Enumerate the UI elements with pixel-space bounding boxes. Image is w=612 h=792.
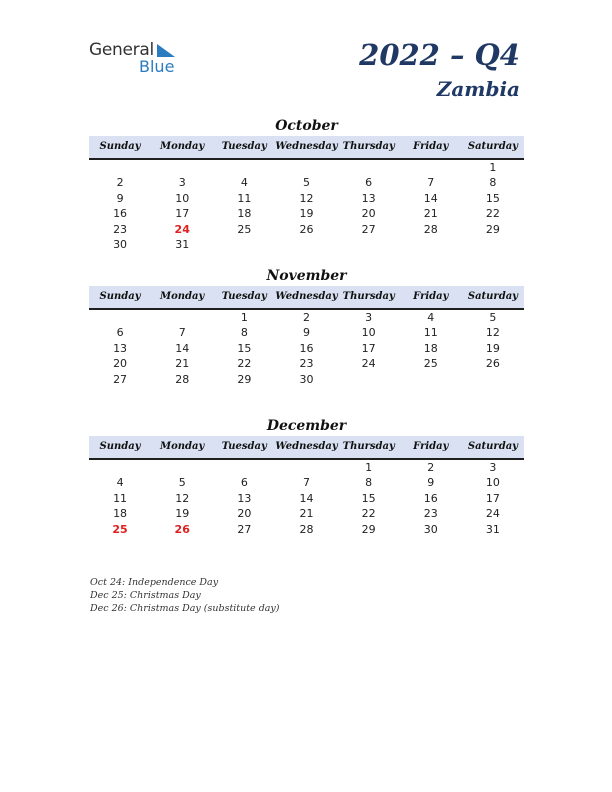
weekday-header [89,136,524,160]
day-cell [89,160,151,175]
day-cell [151,460,213,475]
weekday-label: Monday [160,141,205,152]
weekday-label: Thursday [342,141,395,152]
day-cell: 30 [423,522,438,536]
day-cell: 17 [361,341,376,355]
day-cell: 2 [116,176,124,190]
day-cell: 21 [299,507,314,521]
week-row [89,325,524,340]
week-row [89,356,524,371]
month-october [89,116,524,252]
day-cell [213,237,275,252]
month-november [89,266,524,387]
day-cell: 7 [178,326,186,340]
week-row [89,522,524,537]
day-cell: 12 [299,191,314,205]
holiday-notes [90,576,280,615]
week-row [89,222,524,237]
day-cell [400,237,462,252]
day-cell: 18 [113,507,128,521]
week-row [89,475,524,490]
day-cell [275,237,337,252]
week-row [89,460,524,475]
day-cell: 27 [113,372,128,386]
day-cell: 5 [302,176,310,190]
day-cell [89,310,151,325]
day-cell: 17 [485,491,500,505]
day-cell: 24 [485,507,500,521]
day-cell: 15 [361,491,376,505]
day-cell: 27 [361,222,376,236]
day-cell: 4 [240,176,248,190]
day-cell: 13 [237,491,252,505]
day-cell: 15 [485,191,500,205]
day-cell: 3 [489,461,497,474]
day-cell: 28 [175,372,190,386]
day-cell: 19 [175,507,190,521]
weekday-label: Friday [413,141,449,152]
day-cell [338,237,400,252]
day-cell: 20 [237,507,252,521]
day-cell [151,310,213,325]
week-row [89,206,524,221]
weekday-header [89,436,524,460]
day-cell [151,160,213,175]
weekday-label: Friday [413,291,449,302]
day-cell: 25 [423,357,438,371]
day-cell: 16 [423,491,438,505]
day-cell: 2 [427,461,435,474]
week-row [89,372,524,387]
day-cell [213,460,275,475]
day-cell: 19 [299,207,314,221]
day-cell: 3 [365,311,373,324]
day-cell: 8 [489,176,497,190]
week-row [89,341,524,356]
weekday-label: Sunday [99,291,141,302]
weekday-label: Monday [160,291,205,302]
day-cell: 10 [175,191,190,205]
day-cell: 28 [423,222,438,236]
day-cell: 30 [299,372,314,386]
day-cell: 31 [485,522,500,536]
weekday-label: Thursday [342,291,395,302]
day-cell: 30 [113,237,128,251]
day-cell: 12 [485,326,500,340]
day-cell: 18 [423,341,438,355]
week-row [89,175,524,190]
day-cell: 23 [423,507,438,521]
day-cell [275,460,337,475]
day-cell: 31 [175,237,190,251]
day-cell: 4 [116,476,124,490]
weekday-label: Saturday [467,291,518,302]
day-cell: 16 [113,207,128,221]
weekday-label: Saturday [467,441,518,452]
day-cell: 5 [489,311,497,324]
day-cell [338,160,400,175]
weekday-label: Sunday [99,441,141,452]
day-cell: 25 [112,522,128,536]
day-cell: 27 [237,522,252,536]
day-cell: 13 [113,341,128,355]
day-cell [213,160,275,175]
day-cell [89,460,151,475]
weekday-label: Thursday [342,441,395,452]
day-cell: 26 [485,357,500,371]
month-name: December [266,418,347,434]
day-cell: 6 [365,176,373,190]
holiday-note: Oct 24: Independence Day [90,577,219,588]
day-cell: 24 [361,357,376,371]
week-row [89,191,524,206]
weekday-label: Wednesday [275,441,338,452]
weekday-label: Sunday [99,141,141,152]
day-cell: 14 [175,341,190,355]
logo-blue-text: Blue [139,57,175,76]
country-name: Zambia [436,77,520,101]
day-cell: 18 [237,207,252,221]
day-cell: 9 [302,326,310,340]
day-cell: 22 [237,357,252,371]
day-cell: 28 [299,522,314,536]
week-row [89,160,524,175]
day-cell: 8 [240,326,248,340]
weekday-label: Wednesday [275,141,338,152]
day-cell: 11 [237,191,252,205]
day-cell: 29 [485,222,500,236]
weekday-label: Tuesday [221,141,267,152]
weekday-label: Tuesday [221,291,267,302]
day-cell [400,372,462,387]
month-december [89,416,524,537]
weekday-label: Wednesday [275,291,338,302]
day-cell: 22 [485,207,500,221]
logo [89,40,189,76]
day-cell: 21 [423,207,438,221]
day-cell: 25 [237,222,252,236]
day-cell: 11 [423,326,438,340]
day-cell: 1 [365,461,373,474]
day-cell: 14 [423,191,438,205]
week-row [89,506,524,521]
day-cell: 16 [299,341,314,355]
weekday-label: Tuesday [221,441,267,452]
day-cell: 23 [299,357,314,371]
day-cell: 23 [113,222,128,236]
page-title: 2022 – Q4 [359,38,520,72]
day-cell [462,372,524,387]
day-cell: 1 [489,161,497,174]
day-cell: 9 [116,191,124,205]
day-cell [338,372,400,387]
day-cell: 29 [361,522,376,536]
weekday-label: Monday [160,441,205,452]
weekday-label: Saturday [467,141,518,152]
day-cell [400,160,462,175]
day-cell: 4 [427,311,435,324]
day-cell: 7 [427,176,435,190]
holiday-note: Dec 25: Christmas Day [90,590,201,601]
day-cell [275,160,337,175]
day-cell: 7 [302,476,310,490]
week-row [89,491,524,506]
day-cell: 6 [240,476,248,490]
day-cell: 20 [361,207,376,221]
day-cell: 8 [365,476,373,490]
day-cell: 19 [485,341,500,355]
day-cell: 20 [113,357,128,371]
day-cell [462,237,524,252]
day-cell: 15 [237,341,252,355]
day-cell: 6 [116,326,124,340]
day-cell: 11 [113,491,128,505]
day-cell: 26 [174,522,190,536]
day-cell: 1 [240,311,248,324]
day-cell: 10 [485,476,500,490]
day-cell: 2 [302,311,310,324]
day-cell: 26 [299,222,314,236]
week-row [89,237,524,252]
day-cell: 24 [174,222,190,236]
day-cell: 21 [175,357,190,371]
day-cell: 10 [361,326,376,340]
day-cell: 22 [361,507,376,521]
logo-general-text: General [89,40,154,60]
weekday-label: Friday [413,441,449,452]
weekday-header [89,286,524,310]
day-cell: 29 [237,372,252,386]
day-cell: 9 [427,476,435,490]
day-cell: 14 [299,491,314,505]
day-cell: 5 [178,476,186,490]
month-name: October [275,118,338,134]
month-name: November [266,268,347,284]
day-cell: 17 [175,207,190,221]
day-cell: 12 [175,491,190,505]
day-cell: 3 [178,176,186,190]
day-cell: 13 [361,191,376,205]
week-row [89,310,524,325]
holiday-note: Dec 26: Christmas Day (substitute day) [90,603,280,614]
